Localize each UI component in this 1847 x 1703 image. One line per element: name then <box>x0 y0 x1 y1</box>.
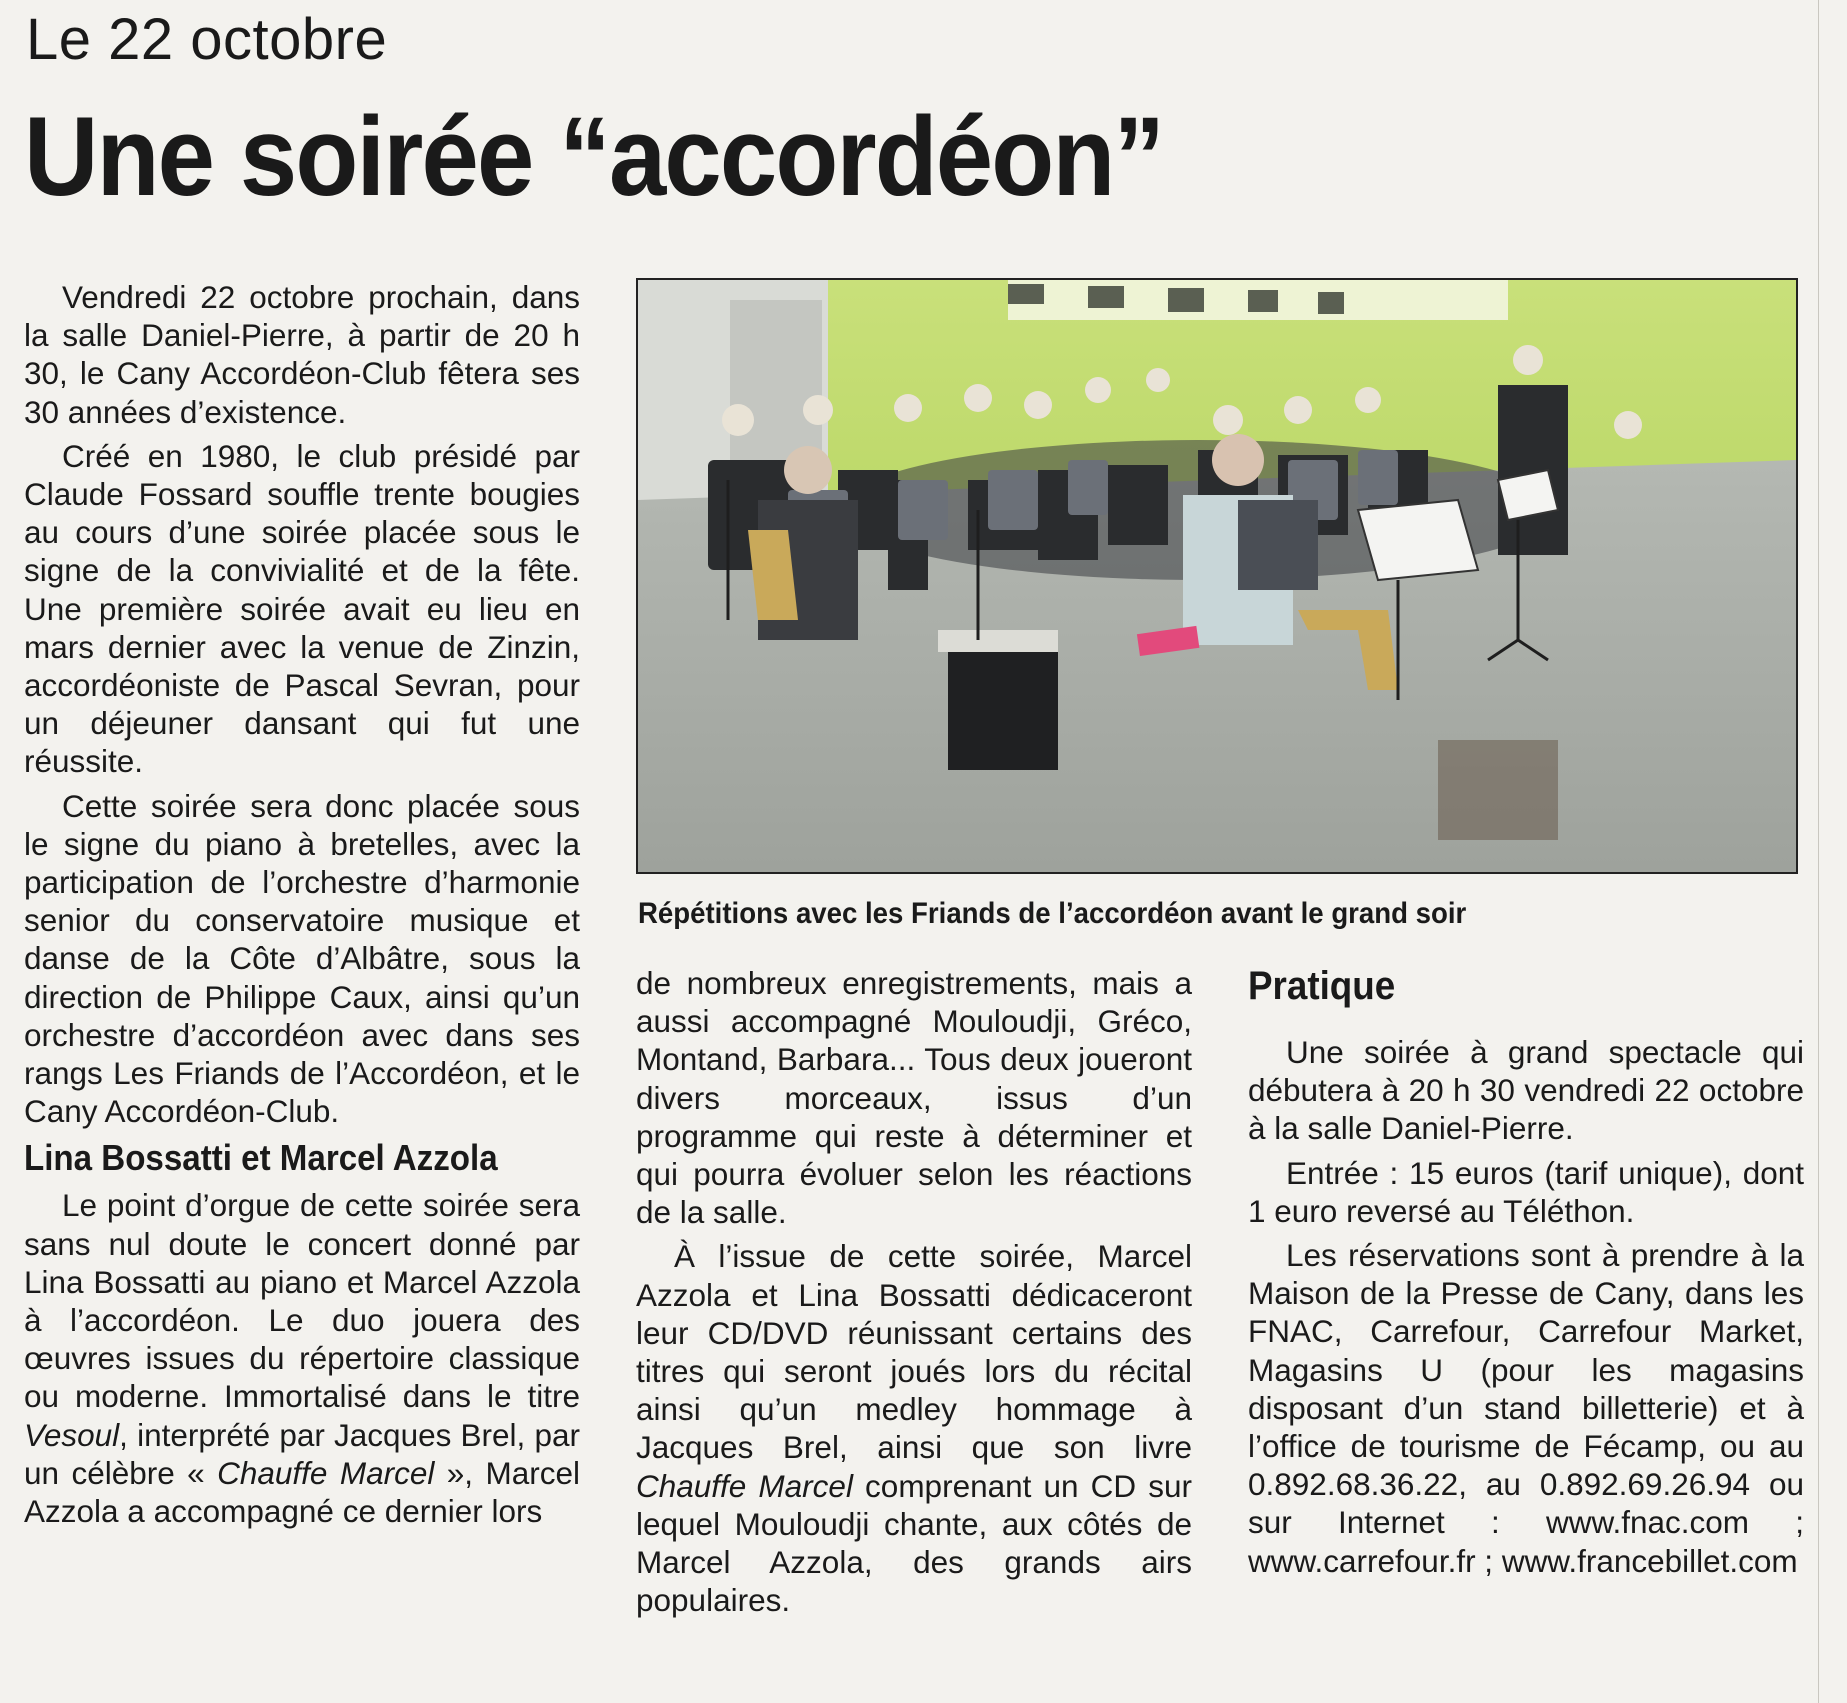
left-paragraph-2: Créé en 1980, le club présidé par Claude Fossard souffle trente bougies au cours d’une soirée placée sous le signe de la convivialité et de la fête. Une première soirée avait eu lieu en mars dernier avec la venue de Zinzin, accordéoniste de Pascal Sevran, pour un déjeuner dansant qui fut une réussite. <box>24 437 580 780</box>
article-headline: Une soirée “accordéon” <box>24 94 1164 219</box>
pratique-heading: Pratique <box>1248 964 1396 1008</box>
left-paragraph-4 <box>24 1186 580 1530</box>
song-title-chauffe-marcel: Chauffe Marcel <box>217 1454 435 1491</box>
left-paragraph-1: Vendredi 22 octobre prochain, dans la salle Daniel-Pierre, à partir de 20 h 30, le Cany Accordéon-Club fêtera ses 30 années d’existence. <box>24 279 580 430</box>
page-edge-rule <box>1818 0 1819 1703</box>
right-paragraph-2: Entrée : 15 euros (tarif unique), dont 1 euro reversé au Téléthon. <box>1248 1154 1804 1229</box>
section-subhead: Lina Bossatti et Marcel Azzola <box>24 1137 498 1179</box>
left-paragraph-4-part-a: Le point d’orgue de cette soirée sera sans nul doute le concert donné par Lina Bossatti au piano et Marcel Azzola à l’accordéon. Le duo jouera des œuvres issues du répertoire classique ou moderne. Immortalisé dans le titre <box>24 1187 580 1415</box>
article-kicker: Le 22 octobre <box>26 7 388 72</box>
left-paragraph-3: Cette soirée sera donc placée sous le signe du piano à bretelles, avec la participation de l’orchestre d’harmonie senior du conservatoire musique et danse de la Côte d’Albâtre, sous la direction de Philippe Caux, ainsi qu’un orchestre d’accordéon avec dans ses rangs Les Friands de l’Accordéon, et le Cany Accordéon-Club. <box>24 787 580 1130</box>
book-title-chauffe-marcel: Chauffe Marcel <box>636 1467 853 1504</box>
left-paragraph-4-part-c: », Marcel Azzola a accompagné ce dernier lors <box>24 1454 580 1530</box>
right-column <box>1248 1033 1804 1580</box>
rehearsal-photo-illustration <box>638 280 1796 872</box>
photo-caption: Répétitions avec les Friands de l’accordéon avant le grand soir <box>638 897 1467 930</box>
middle-paragraph-2-part-a: À l’issue de cette soirée, Marcel Azzola et Lina Bossatti dédicaceront leur CD/DVD réunissant certains des titres qui seront joués lors du récital ainsi qu’un medley hommage à Jacques Brel, ainsi que son livre <box>636 1238 1192 1466</box>
middle-paragraph-2-part-b: comprenant un CD sur lequel Mouloudji chante, aux côtés de Marcel Azzola, des grands airs populaires. <box>636 1467 1192 1619</box>
right-paragraph-1: Une soirée à grand spectacle qui débutera à 20 h 30 vendredi 22 octobre à la salle Daniel-Pierre. <box>1248 1034 1804 1147</box>
right-paragraph-3: Les réservations sont à prendre à la Maison de la Presse de Cany, dans les FNAC, Carrefour, Carrefour Market, Magasins U (pour les magasins disposant d’un stand billetterie) et à l’office de tourisme de Fécamp, ou au 0.892.68.36.22, au 0.892.69.26.94 ou sur Internet : www.fnac.com ; www.carrefour.fr ; www.francebillet.com <box>1248 1237 1804 1579</box>
left-column <box>24 278 580 1530</box>
middle-column <box>636 964 1192 1619</box>
rehearsal-photo <box>636 278 1798 874</box>
middle-paragraph-1: de nombreux enregistrements, mais a aussi accompagné Mouloudji, Gréco, Montand, Barbara... Tous deux joueront divers morceaux, issus d’un programme qui reste à déterminer et qui pourra évoluer selon les réactions de la salle. <box>636 965 1192 1231</box>
middle-paragraph-2 <box>636 1237 1192 1619</box>
song-title-vesoul: Vesoul <box>24 1416 120 1453</box>
left-paragraph-4-part-b: , interprété par Jacques Brel, par un célèbre « <box>24 1416 580 1491</box>
